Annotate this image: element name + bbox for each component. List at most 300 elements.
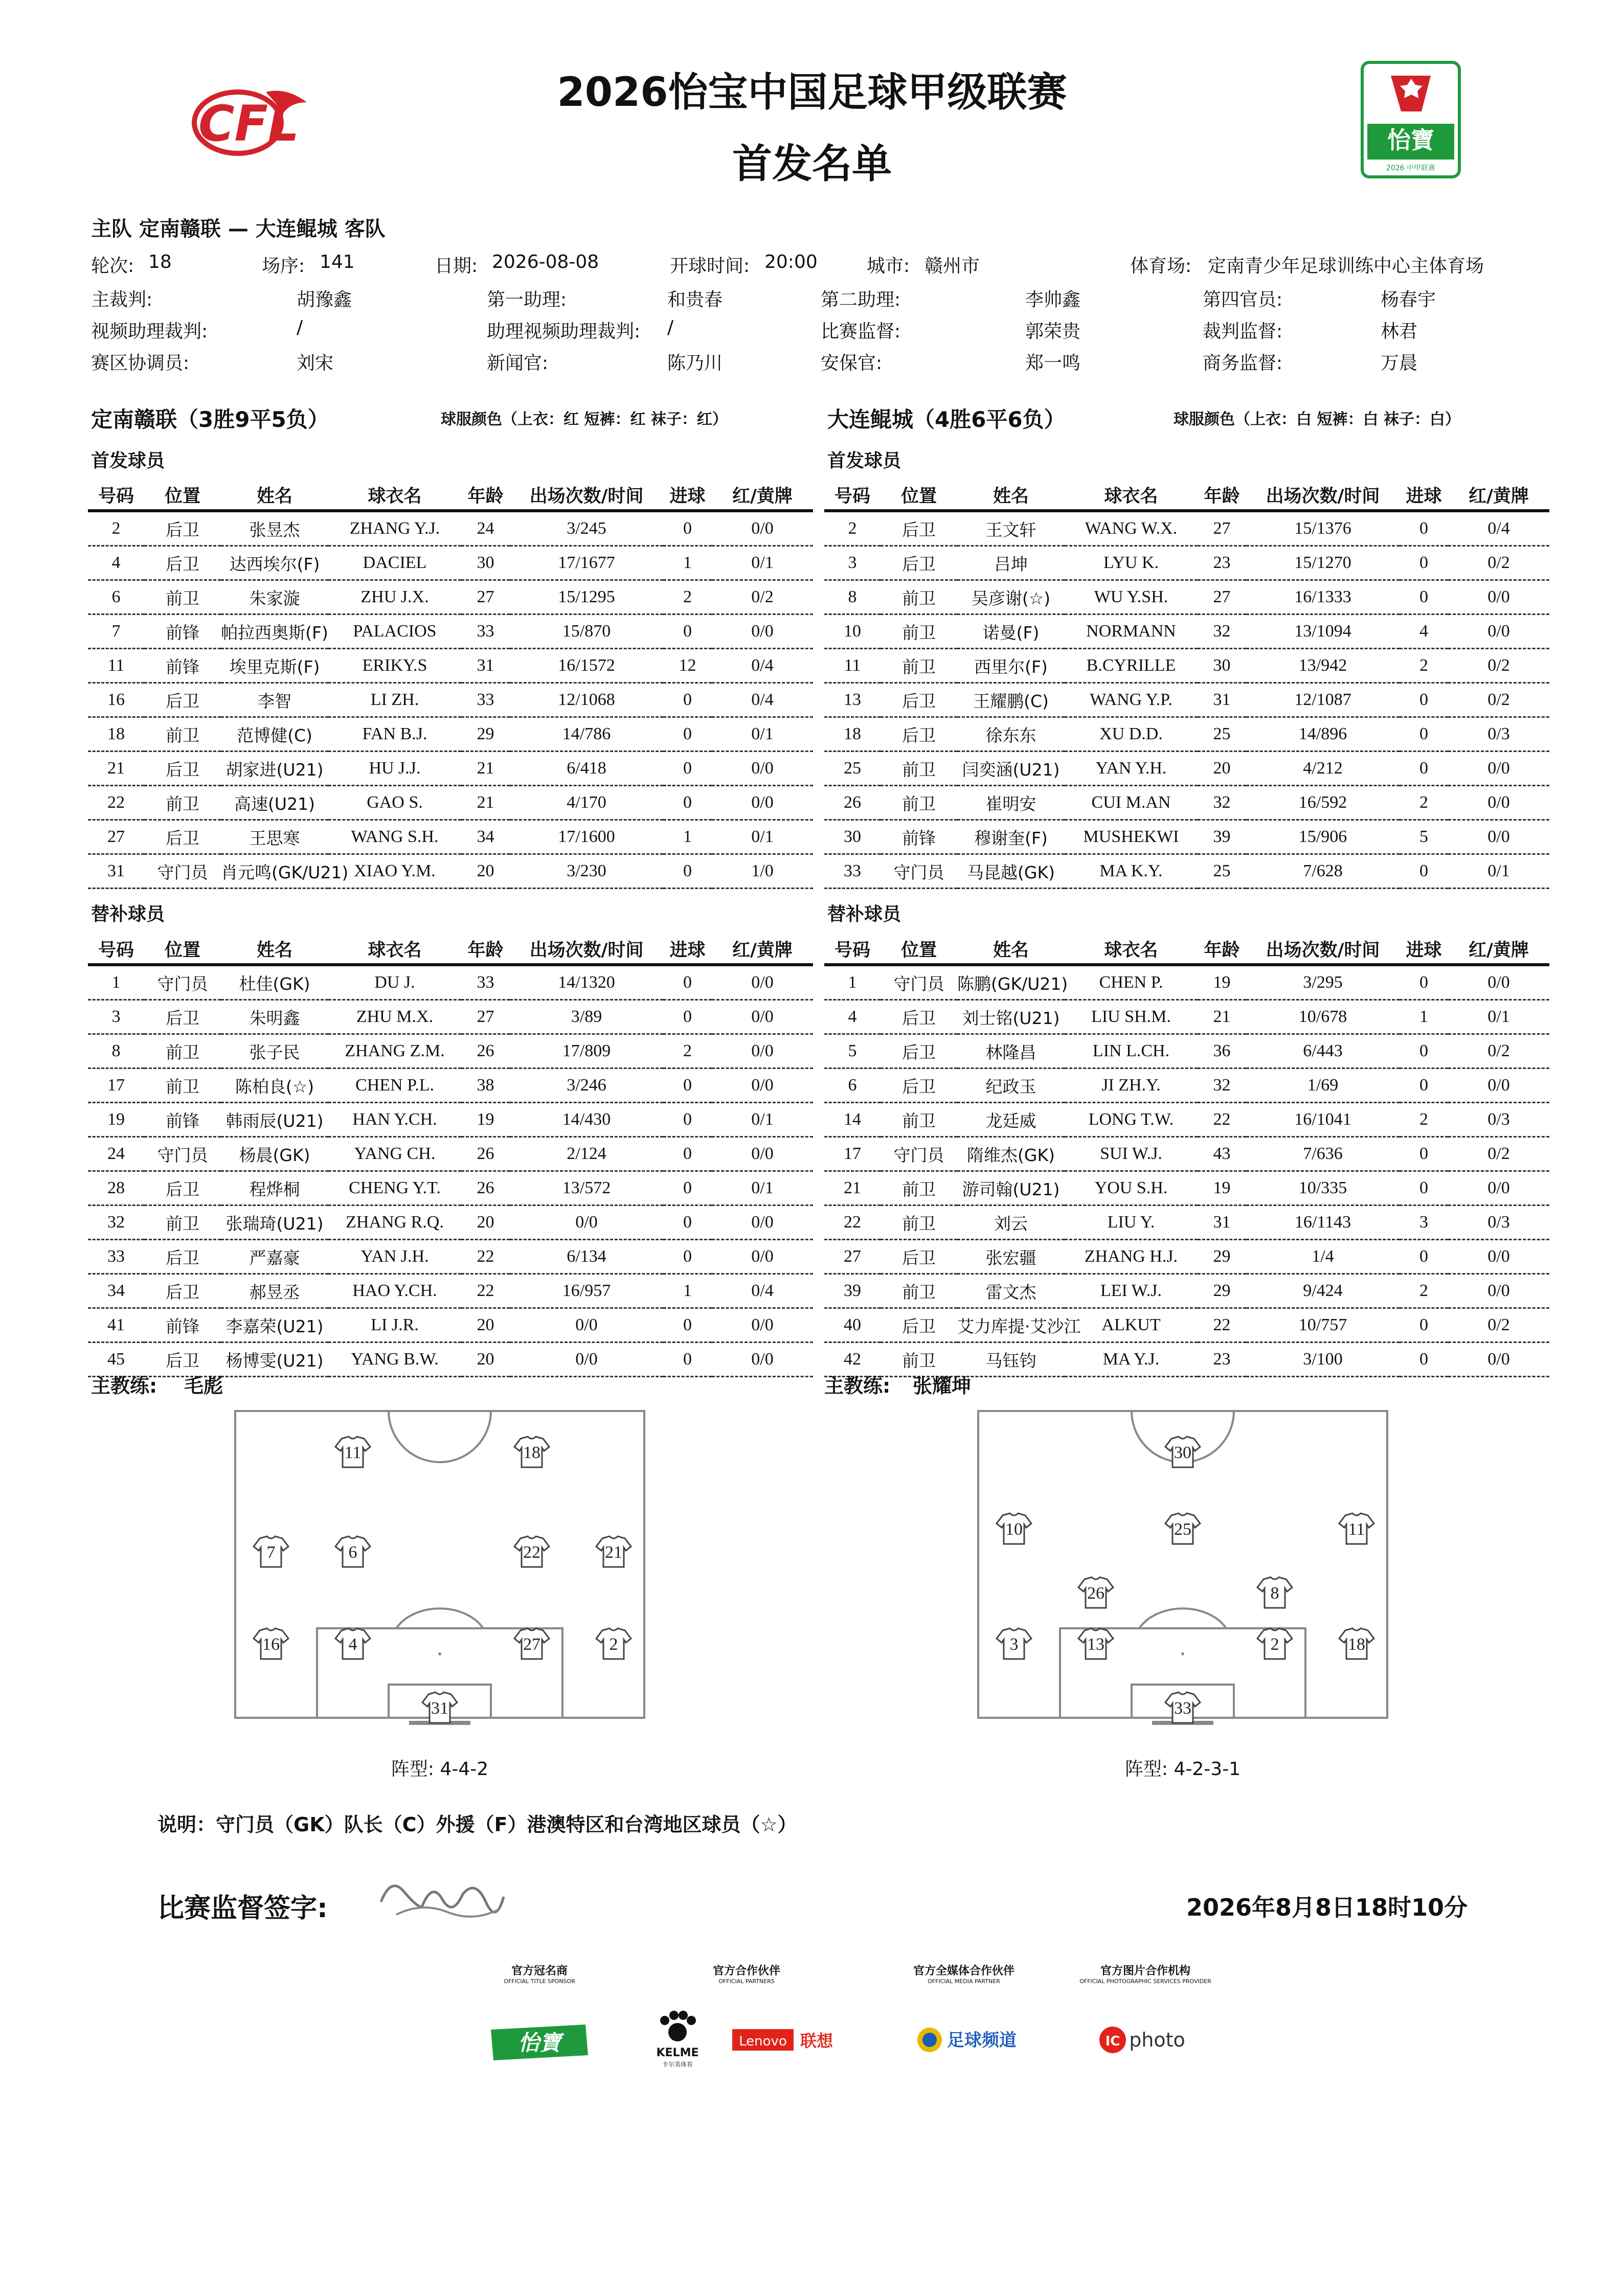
cell-shirt-name: WU Y.SH. bbox=[1065, 580, 1198, 615]
cell-goals: 0 bbox=[1400, 511, 1448, 546]
column-header-cards: 红/黄牌 bbox=[1448, 935, 1549, 965]
cell-age: 32 bbox=[1198, 1069, 1246, 1103]
cell-shirt-name: HU J.J. bbox=[328, 752, 461, 786]
table-row bbox=[88, 1240, 813, 1274]
table-row bbox=[88, 965, 813, 1000]
cell-apps-minutes: 3/295 bbox=[1246, 965, 1400, 1000]
cell-goals: 0 bbox=[663, 1137, 712, 1171]
cell-age: 25 bbox=[1198, 717, 1246, 752]
cell-number: 40 bbox=[824, 1308, 881, 1343]
cell-number: 32 bbox=[88, 1206, 144, 1240]
cell-shirt-name: CHEN P.L. bbox=[328, 1069, 461, 1103]
cell-apps-minutes: 9/424 bbox=[1246, 1274, 1400, 1308]
shirt-number: 18 bbox=[523, 1443, 540, 1462]
cell-age: 26 bbox=[461, 1034, 510, 1069]
cell-cards: 0/1 bbox=[1448, 1000, 1549, 1034]
yibao-badge-text: 怡寶 bbox=[1387, 126, 1434, 154]
cell-position: 后卫 bbox=[881, 1240, 957, 1274]
cell-shirt-name: MA K.Y. bbox=[1065, 854, 1198, 889]
table-row bbox=[824, 546, 1549, 580]
away-coach-label: 主教练: bbox=[824, 1375, 891, 1397]
home-player-shirt bbox=[335, 1437, 370, 1467]
away-player-shirt bbox=[1078, 1628, 1113, 1659]
cell-shirt-name: HAO Y.CH. bbox=[328, 1274, 461, 1308]
cell-name: 刘士铭(U21) bbox=[957, 1000, 1065, 1034]
cell-cards: 0/1 bbox=[712, 546, 813, 580]
column-header-name: 姓名 bbox=[957, 935, 1065, 965]
cell-position: 前卫 bbox=[881, 1206, 957, 1240]
cell-apps-minutes: 16/1333 bbox=[1246, 580, 1400, 615]
cell-cards: 0/0 bbox=[1448, 786, 1549, 820]
cell-shirt-name: YANG CH. bbox=[328, 1137, 461, 1171]
table-row bbox=[88, 511, 813, 546]
table-row bbox=[824, 1171, 1549, 1206]
cell-position: 后卫 bbox=[144, 820, 221, 854]
cell-age: 21 bbox=[1198, 1000, 1246, 1034]
cell-number: 25 bbox=[824, 752, 881, 786]
cell-age: 27 bbox=[461, 1000, 510, 1034]
column-header-goals: 进球 bbox=[663, 935, 712, 965]
column-header-age: 年龄 bbox=[461, 481, 510, 511]
home-player-shirt bbox=[514, 1536, 549, 1567]
cell-age: 32 bbox=[1198, 615, 1246, 649]
away-player-shirt bbox=[1339, 1513, 1374, 1544]
cell-shirt-name: WANG S.H. bbox=[328, 820, 461, 854]
cell-position: 后卫 bbox=[144, 752, 221, 786]
cell-position: 后卫 bbox=[144, 1000, 221, 1034]
cell-position: 守门员 bbox=[881, 965, 957, 1000]
cell-cards: 0/0 bbox=[712, 1343, 813, 1377]
cell-goals: 0 bbox=[663, 854, 712, 889]
cell-name: 吴彦谢(☆) bbox=[957, 580, 1065, 615]
cell-name: 徐东东 bbox=[957, 717, 1065, 752]
lenovo-text: Lenovo bbox=[739, 2034, 787, 2049]
cell-age: 27 bbox=[1198, 511, 1246, 546]
cell-cards: 0/0 bbox=[712, 965, 813, 1000]
pitch-lines bbox=[235, 1411, 644, 1718]
shirt-number: 2 bbox=[1270, 1635, 1279, 1654]
cell-shirt-name: XU D.D. bbox=[1065, 717, 1198, 752]
cell-apps-minutes: 13/1094 bbox=[1246, 615, 1400, 649]
away-starters-table bbox=[824, 481, 1549, 889]
cell-position: 前卫 bbox=[881, 580, 957, 615]
sponsor-caption-en: OFFICIAL TITLE SPONSOR bbox=[504, 1978, 575, 1985]
cell-cards: 0/2 bbox=[1448, 1308, 1549, 1343]
cell-position: 后卫 bbox=[881, 1069, 957, 1103]
cell-number: 3 bbox=[824, 546, 881, 580]
cell-goals: 0 bbox=[1400, 1240, 1448, 1274]
away-player-shirt bbox=[1339, 1628, 1374, 1659]
shirt-number: 13 bbox=[1087, 1635, 1104, 1654]
official-role-label: 视频助理裁判: bbox=[91, 321, 208, 342]
table-row bbox=[88, 649, 813, 683]
shirt-number: 2 bbox=[609, 1635, 618, 1654]
cell-apps-minutes: 16/1143 bbox=[1246, 1206, 1400, 1240]
away-formation-label: 阵型: bbox=[1124, 1759, 1168, 1780]
sponsor-caption bbox=[887, 1962, 1041, 1985]
official-role-label: 主裁判: bbox=[91, 289, 153, 310]
cell-age: 20 bbox=[461, 1343, 510, 1377]
cell-cards: 0/3 bbox=[1448, 1206, 1549, 1240]
cell-shirt-name: LEI W.J. bbox=[1065, 1274, 1198, 1308]
cell-goals: 0 bbox=[1400, 965, 1448, 1000]
cell-goals: 1 bbox=[663, 820, 712, 854]
cell-shirt-name: ZHANG Y.J. bbox=[328, 511, 461, 546]
cell-number: 5 bbox=[824, 1034, 881, 1069]
sponsor-caption-en: OFFICIAL PARTNERS bbox=[718, 1978, 775, 1985]
cell-name: 张宏疆 bbox=[957, 1240, 1065, 1274]
cell-number: 39 bbox=[824, 1274, 881, 1308]
cell-shirt-name: CHEN P. bbox=[1065, 965, 1198, 1000]
column-header-cards: 红/黄牌 bbox=[712, 935, 813, 965]
official-role-label: 助理视频助理裁判: bbox=[487, 321, 641, 342]
table-row bbox=[88, 717, 813, 752]
column-header-goals: 进球 bbox=[663, 481, 712, 511]
cell-cards: 0/0 bbox=[712, 1137, 813, 1171]
column-header-apps-minutes: 出场次数/时间 bbox=[1246, 935, 1400, 965]
cell-cards: 0/2 bbox=[1448, 649, 1549, 683]
cell-age: 30 bbox=[461, 546, 510, 580]
signature-label: 比赛监督签字: bbox=[157, 1893, 328, 1924]
sponsor-caption-cn: 官方图片合作机构 bbox=[1100, 1965, 1190, 1977]
cell-cards: 0/0 bbox=[1448, 752, 1549, 786]
cell-name: 肖元鸣(GK/U21) bbox=[221, 854, 328, 889]
cell-position: 后卫 bbox=[144, 546, 221, 580]
cell-apps-minutes: 13/942 bbox=[1246, 649, 1400, 683]
cell-age: 22 bbox=[461, 1274, 510, 1308]
table-row bbox=[88, 1103, 813, 1137]
column-header-goals: 进球 bbox=[1400, 481, 1448, 511]
shirt-number: 4 bbox=[348, 1635, 357, 1654]
cell-goals: 0 bbox=[663, 1069, 712, 1103]
cell-apps-minutes: 14/786 bbox=[510, 717, 663, 752]
home-formation bbox=[337, 1755, 542, 1781]
cell-position: 后卫 bbox=[881, 1034, 957, 1069]
table-header-row bbox=[88, 935, 813, 965]
away-starters-label: 首发球员 bbox=[827, 450, 901, 471]
cell-number: 3 bbox=[88, 1000, 144, 1034]
signature-time: 2026年8月8日18时10分 bbox=[1186, 1894, 1468, 1921]
cell-name: 严嘉豪 bbox=[221, 1240, 328, 1274]
sponsor-caption bbox=[463, 1962, 616, 1985]
cell-number: 18 bbox=[88, 717, 144, 752]
cell-apps-minutes: 3/230 bbox=[510, 854, 663, 889]
cell-age: 20 bbox=[461, 854, 510, 889]
cell-age: 27 bbox=[1198, 580, 1246, 615]
cell-shirt-name: HAN Y.CH. bbox=[328, 1103, 461, 1137]
cell-cards: 0/3 bbox=[1448, 1103, 1549, 1137]
cell-shirt-name: ZHU J.X. bbox=[328, 580, 461, 615]
cell-cards: 0/0 bbox=[1448, 1240, 1549, 1274]
cell-age: 27 bbox=[461, 580, 510, 615]
table-row bbox=[824, 1206, 1549, 1240]
game-label: 场序: bbox=[262, 256, 305, 277]
cell-apps-minutes: 10/757 bbox=[1246, 1308, 1400, 1343]
cell-shirt-name: ZHU M.X. bbox=[328, 1000, 461, 1034]
cell-age: 31 bbox=[1198, 1206, 1246, 1240]
cell-cards: 1/0 bbox=[712, 854, 813, 889]
cell-goals: 2 bbox=[663, 580, 712, 615]
football-channel-logo bbox=[915, 2022, 1023, 2058]
cell-cards: 0/4 bbox=[712, 1274, 813, 1308]
cell-shirt-name: ZHANG Z.M. bbox=[328, 1034, 461, 1069]
cell-number: 13 bbox=[824, 683, 881, 717]
cell-position: 前卫 bbox=[881, 1274, 957, 1308]
cell-goals: 0 bbox=[663, 786, 712, 820]
shirt-number: 31 bbox=[431, 1699, 448, 1718]
table-row bbox=[824, 1069, 1549, 1103]
cell-number: 14 bbox=[824, 1103, 881, 1137]
cell-age: 26 bbox=[461, 1137, 510, 1171]
official-role-label: 安保官: bbox=[821, 353, 883, 374]
cell-goals: 1 bbox=[663, 1274, 712, 1308]
cell-apps-minutes: 0/0 bbox=[510, 1343, 663, 1377]
column-header-goals: 进球 bbox=[1400, 935, 1448, 965]
home-starters-label: 首发球员 bbox=[91, 450, 165, 471]
table-row bbox=[824, 820, 1549, 854]
away-team-name: 大连鲲城（4胜6平6负） bbox=[827, 407, 1066, 432]
cell-position: 前锋 bbox=[144, 615, 221, 649]
cell-goals: 0 bbox=[1400, 1069, 1448, 1103]
cell-goals: 0 bbox=[1400, 752, 1448, 786]
cell-number: 4 bbox=[88, 546, 144, 580]
home-player-shirt bbox=[514, 1437, 549, 1467]
away-player-shirt bbox=[997, 1513, 1031, 1544]
cell-cards: 0/0 bbox=[712, 1034, 813, 1069]
cell-age: 23 bbox=[1198, 546, 1246, 580]
column-header-shirt-name: 球衣名 bbox=[328, 481, 461, 511]
cell-age: 33 bbox=[461, 615, 510, 649]
table-row bbox=[824, 1034, 1549, 1069]
cell-name: 纪政玉 bbox=[957, 1069, 1065, 1103]
cell-number: 34 bbox=[88, 1274, 144, 1308]
official-name: / bbox=[297, 317, 303, 338]
cell-number: 11 bbox=[824, 649, 881, 683]
cell-apps-minutes: 3/100 bbox=[1246, 1343, 1400, 1377]
ic-photo-text: photo bbox=[1129, 2029, 1185, 2051]
cell-apps-minutes: 16/1041 bbox=[1246, 1103, 1400, 1137]
cell-goals: 2 bbox=[1400, 1274, 1448, 1308]
cell-cards: 0/1 bbox=[712, 717, 813, 752]
cell-position: 后卫 bbox=[144, 683, 221, 717]
cell-name: 陈鹏(GK/U21) bbox=[957, 965, 1065, 1000]
cell-name: 高速(U21) bbox=[221, 786, 328, 820]
cell-apps-minutes: 4/170 bbox=[510, 786, 663, 820]
cell-name: 张昱杰 bbox=[221, 511, 328, 546]
cell-position: 前卫 bbox=[881, 615, 957, 649]
cell-cards: 0/0 bbox=[712, 1206, 813, 1240]
cell-shirt-name: CUI M.AN bbox=[1065, 786, 1198, 820]
cell-number: 1 bbox=[824, 965, 881, 1000]
cell-goals: 0 bbox=[663, 1308, 712, 1343]
cell-apps-minutes: 13/572 bbox=[510, 1171, 663, 1206]
cell-apps-minutes: 15/906 bbox=[1246, 820, 1400, 854]
cell-age: 22 bbox=[1198, 1103, 1246, 1137]
cell-name: 隋维杰(GK) bbox=[957, 1137, 1065, 1171]
cell-shirt-name: JI ZH.Y. bbox=[1065, 1069, 1198, 1103]
official-name: / bbox=[667, 317, 674, 338]
cell-goals: 3 bbox=[1400, 1206, 1448, 1240]
cell-goals: 0 bbox=[663, 1171, 712, 1206]
table-row bbox=[88, 580, 813, 615]
cell-shirt-name: LIU SH.M. bbox=[1065, 1000, 1198, 1034]
cell-position: 守门员 bbox=[144, 965, 221, 1000]
cell-position: 前锋 bbox=[881, 820, 957, 854]
shirt-number: 10 bbox=[1005, 1520, 1023, 1539]
cell-apps-minutes: 6/443 bbox=[1246, 1034, 1400, 1069]
cell-cards: 0/2 bbox=[1448, 1137, 1549, 1171]
shirt-number: 27 bbox=[523, 1635, 540, 1654]
cell-name: 胡家进(U21) bbox=[221, 752, 328, 786]
cell-goals: 2 bbox=[1400, 649, 1448, 683]
cell-position: 前卫 bbox=[144, 580, 221, 615]
cell-cards: 0/4 bbox=[712, 649, 813, 683]
cell-number: 18 bbox=[824, 717, 881, 752]
cell-cards: 0/0 bbox=[712, 1240, 813, 1274]
home-subs-label: 替补球员 bbox=[91, 904, 165, 925]
shirt-number: 21 bbox=[605, 1543, 622, 1562]
cell-goals: 0 bbox=[663, 965, 712, 1000]
cell-apps-minutes: 17/1677 bbox=[510, 546, 663, 580]
official-name: 杨春宇 bbox=[1381, 289, 1436, 310]
cell-age: 29 bbox=[1198, 1274, 1246, 1308]
cell-apps-minutes: 16/592 bbox=[1246, 786, 1400, 820]
home-coach-label: 主教练: bbox=[91, 1375, 157, 1397]
table-row bbox=[88, 820, 813, 854]
shirt-number: 8 bbox=[1270, 1584, 1279, 1603]
shirt-number: 6 bbox=[348, 1543, 357, 1562]
cell-shirt-name: DU J. bbox=[328, 965, 461, 1000]
official-role-label: 新闻官: bbox=[487, 353, 549, 374]
cell-apps-minutes: 7/636 bbox=[1246, 1137, 1400, 1171]
cell-name: 闫奕涵(U21) bbox=[957, 752, 1065, 786]
sponsor-caption bbox=[670, 1962, 823, 1985]
cell-goals: 0 bbox=[663, 615, 712, 649]
kelme-logo bbox=[649, 2009, 706, 2071]
table-row bbox=[824, 615, 1549, 649]
cell-shirt-name: ALKUT bbox=[1065, 1308, 1198, 1343]
column-header-apps-minutes: 出场次数/时间 bbox=[510, 481, 663, 511]
shirt-number: 30 bbox=[1174, 1443, 1191, 1462]
sponsor-caption-en: OFFICIAL MEDIA PARTNER bbox=[928, 1978, 1000, 1985]
cell-cards: 0/1 bbox=[1448, 854, 1549, 889]
cell-position: 前锋 bbox=[144, 1103, 221, 1137]
column-header-number: 号码 bbox=[88, 481, 144, 511]
cell-age: 25 bbox=[1198, 854, 1246, 889]
home-formation-label: 阵型: bbox=[391, 1759, 434, 1780]
cell-age: 31 bbox=[461, 649, 510, 683]
cell-apps-minutes: 15/1270 bbox=[1246, 546, 1400, 580]
cell-apps-minutes: 14/430 bbox=[510, 1103, 663, 1137]
table-row bbox=[824, 511, 1549, 546]
official-name: 林君 bbox=[1381, 321, 1418, 342]
column-header-name: 姓名 bbox=[957, 481, 1065, 511]
cell-position: 前卫 bbox=[144, 1206, 221, 1240]
cell-shirt-name: CHENG Y.T. bbox=[328, 1171, 461, 1206]
table-row bbox=[824, 1308, 1549, 1343]
cell-age: 21 bbox=[461, 752, 510, 786]
cell-number: 11 bbox=[88, 649, 144, 683]
cell-name: 游司翰(U21) bbox=[957, 1171, 1065, 1206]
cell-age: 26 bbox=[461, 1171, 510, 1206]
cell-age: 24 bbox=[461, 511, 510, 546]
table-row bbox=[88, 854, 813, 889]
shirt-number: 11 bbox=[344, 1443, 362, 1462]
column-header-age: 年龄 bbox=[461, 935, 510, 965]
cell-position: 后卫 bbox=[881, 546, 957, 580]
column-header-age: 年龄 bbox=[1198, 481, 1246, 511]
cell-shirt-name: MA Y.J. bbox=[1065, 1343, 1198, 1377]
cell-cards: 0/0 bbox=[712, 1308, 813, 1343]
official-name: 和贵春 bbox=[667, 289, 723, 310]
cell-name: 王思寒 bbox=[221, 820, 328, 854]
away-subs-label: 替补球员 bbox=[827, 904, 901, 925]
cell-name: 郝昱丞 bbox=[221, 1274, 328, 1308]
cell-apps-minutes: 16/1572 bbox=[510, 649, 663, 683]
column-header-age: 年龄 bbox=[1198, 935, 1246, 965]
official-name: 郑一鸣 bbox=[1025, 353, 1081, 374]
table-row bbox=[824, 786, 1549, 820]
home-player-shirt bbox=[254, 1536, 288, 1567]
kickoff-label: 开球时间: bbox=[670, 256, 750, 277]
table-row bbox=[88, 1171, 813, 1206]
official-role-label: 第四官员: bbox=[1203, 289, 1283, 310]
cell-goals: 0 bbox=[1400, 683, 1448, 717]
cell-position: 前锋 bbox=[144, 649, 221, 683]
cell-goals: 0 bbox=[663, 1206, 712, 1240]
column-header-shirt-name: 球衣名 bbox=[328, 935, 461, 965]
cell-cards: 0/0 bbox=[1448, 580, 1549, 615]
sponsor-caption-cn: 官方合作伙伴 bbox=[712, 1965, 780, 1977]
column-header-position: 位置 bbox=[881, 935, 957, 965]
cell-position: 后卫 bbox=[881, 511, 957, 546]
cell-position: 前卫 bbox=[881, 752, 957, 786]
cell-age: 23 bbox=[1198, 1343, 1246, 1377]
cell-goals: 5 bbox=[1400, 820, 1448, 854]
cell-apps-minutes: 3/245 bbox=[510, 511, 663, 546]
venue-value: 定南青少年足球训练中心主体育场 bbox=[1208, 256, 1484, 277]
column-header-name: 姓名 bbox=[221, 935, 328, 965]
cell-shirt-name: LIN L.CH. bbox=[1065, 1034, 1198, 1069]
lenovo-logo bbox=[732, 2027, 840, 2053]
cell-cards: 0/2 bbox=[1448, 683, 1549, 717]
cell-age: 29 bbox=[1198, 1240, 1246, 1274]
cell-age: 19 bbox=[1198, 965, 1246, 1000]
cell-cards: 0/2 bbox=[1448, 1034, 1549, 1069]
home-starters-table bbox=[88, 481, 813, 889]
cell-name: 雷文杰 bbox=[957, 1274, 1065, 1308]
cell-shirt-name: DACIEL bbox=[328, 546, 461, 580]
cell-number: 10 bbox=[824, 615, 881, 649]
sponsor-caption bbox=[1069, 1962, 1222, 1985]
cell-goals: 0 bbox=[663, 1240, 712, 1274]
cell-apps-minutes: 3/246 bbox=[510, 1069, 663, 1103]
cell-goals: 1 bbox=[663, 546, 712, 580]
cell-apps-minutes: 17/809 bbox=[510, 1034, 663, 1069]
cell-name: 马钰钧 bbox=[957, 1343, 1065, 1377]
cell-age: 30 bbox=[1198, 649, 1246, 683]
table-row bbox=[824, 683, 1549, 717]
shirt-number: 26 bbox=[1087, 1584, 1104, 1603]
column-header-shirt-name: 球衣名 bbox=[1065, 481, 1198, 511]
official-role-label: 第二助理: bbox=[821, 289, 901, 310]
cell-apps-minutes: 12/1087 bbox=[1246, 683, 1400, 717]
table-header-row bbox=[824, 481, 1549, 511]
cell-name: 韩雨辰(U21) bbox=[221, 1103, 328, 1137]
cell-apps-minutes: 12/1068 bbox=[510, 683, 663, 717]
yibao-sponsor-text: 怡寶 bbox=[517, 2030, 561, 2055]
cell-apps-minutes: 1/69 bbox=[1246, 1069, 1400, 1103]
